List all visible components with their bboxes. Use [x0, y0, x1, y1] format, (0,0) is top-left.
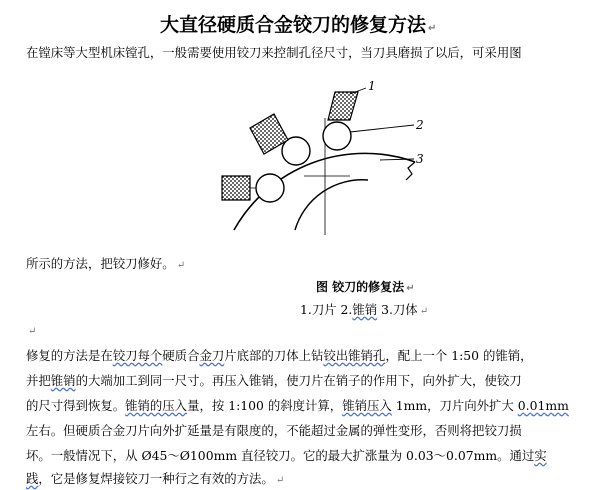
empty-paragraph	[26, 322, 36, 337]
document-title	[160, 10, 436, 37]
carbide-blade-top	[328, 92, 358, 120]
body-text-marked: 锥销压入	[342, 398, 392, 413]
intro-line-2	[26, 254, 185, 272]
body-text-marked: 锥销的压入	[125, 398, 188, 413]
body-line-6	[26, 469, 284, 487]
reamer-body-right-edge	[406, 162, 415, 180]
legend-part-3: 3.刀体	[377, 302, 418, 317]
body-text: 量，按 1:100 的斜度计算，	[187, 398, 343, 413]
callout-label-1: 1	[368, 79, 376, 93]
body-text: 的大端加工到同一尺寸。再压入锥销，使刀片在销子的作用下，向外扩大，使铰刀	[75, 373, 522, 388]
intro-line-1: 在镗床等大型机床镗孔，一般需要使用铰刀来控制孔径尺寸，当刀具磨损了以后，可采用图	[26, 45, 522, 60]
paragraph-mark: ↵	[419, 306, 429, 317]
body-text: 1mm，刀片向外扩大	[391, 398, 518, 413]
taper-pin-lower	[256, 174, 284, 202]
paragraph-mark: ↵	[176, 260, 186, 271]
body-text: 修复的方法是在	[26, 348, 113, 363]
callout-label-2: 2	[416, 118, 424, 132]
body-text-marked: 0.01mm	[517, 398, 569, 413]
body-text-marked: 金刀	[199, 348, 225, 363]
body-text: 硬质合	[162, 348, 200, 363]
body-text: 的尺寸得到恢复。	[26, 398, 126, 413]
carbide-blade-lower	[222, 176, 250, 200]
body-line-3	[26, 396, 569, 414]
body-text-marked: 践	[26, 471, 39, 486]
reamer-repair-figure	[200, 70, 430, 240]
body-text: ，配上一个 1:50 的锥销，	[385, 348, 533, 363]
figure-caption-title	[316, 278, 415, 295]
legend-part-2: 锥销	[352, 302, 378, 317]
legend-part-1: 1.刀片 2.	[300, 302, 353, 317]
body-line-4: 左右。但硬质合金刀片向外扩延量是有限度的，不能超过金属的弹性变形，否则将把铰刀损	[26, 423, 522, 438]
body-text: 并把	[26, 373, 51, 388]
body-text: 片底部的刀体上钻	[224, 348, 324, 363]
caption-title-text: 图 铰刀的修复法	[316, 280, 405, 294]
body-line-1	[26, 346, 533, 364]
taper-pin-top	[323, 122, 351, 150]
paragraph-mark: ↵	[275, 475, 285, 486]
body-text-marked: 实	[534, 448, 547, 463]
body-text-marked: 锥销	[50, 373, 76, 388]
body-line-2	[26, 371, 522, 389]
leader-line-2	[350, 125, 414, 132]
intro-line-2-text: 所示的方法，把铰刀修好。	[26, 256, 175, 271]
paragraph-mark: ↵	[406, 283, 415, 294]
title-text: 大直径硬质合金铰刀的修复方法	[160, 14, 427, 36]
callout-label-3: 3	[416, 152, 424, 166]
body-text: 坏。一般情况下，从 Ø45～Ø100mm 直径铰刀。它的最大扩涨量为 0.03～0.07mm。通过	[26, 448, 535, 463]
paragraph-mark: ↵	[428, 23, 437, 34]
body-text-marked: 铰出锥销孔	[323, 348, 386, 363]
body-text: ，它是修复焊接铰刀一种行之有效的方法。	[38, 471, 274, 486]
body-line-5	[26, 446, 547, 464]
body-text-marked: 铰刀每个	[112, 348, 163, 363]
reamer-bore-arc	[295, 180, 368, 230]
figure-legend	[300, 300, 428, 318]
paragraph-mark: ↵	[28, 326, 37, 337]
